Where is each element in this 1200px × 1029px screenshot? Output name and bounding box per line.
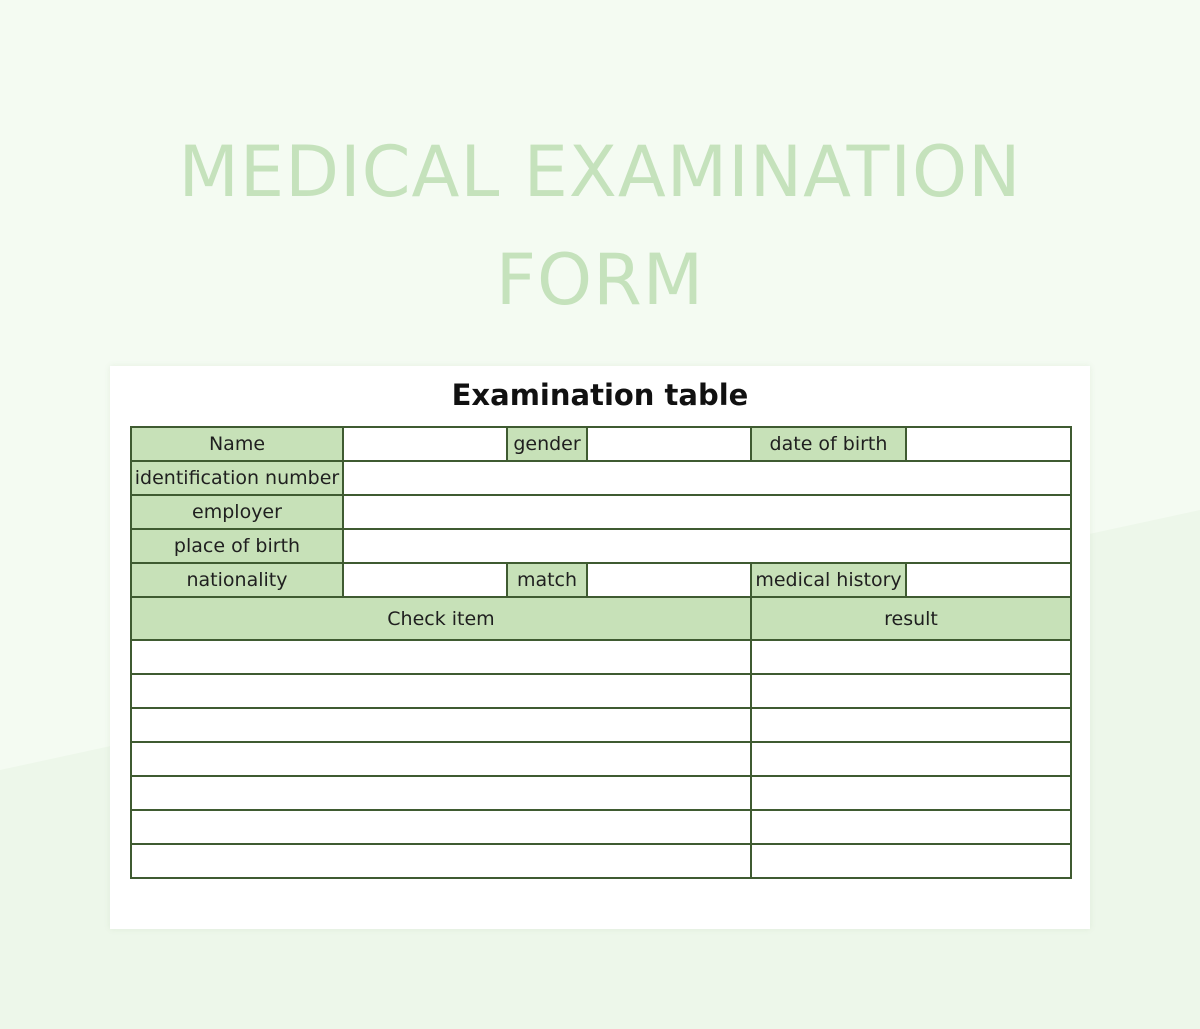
place-of-birth-label: place of birth (131, 529, 343, 563)
nationality-field[interactable] (343, 563, 507, 597)
employer-field[interactable] (343, 495, 1071, 529)
result-cell[interactable] (751, 742, 1071, 776)
table-heading: Examination table (451, 378, 749, 412)
result-cell[interactable] (751, 640, 1071, 674)
table-row (131, 529, 1071, 563)
check-item-cell[interactable] (131, 810, 751, 844)
match-label: match (507, 563, 587, 597)
table-row (131, 742, 1071, 776)
result-cell[interactable] (751, 674, 1071, 708)
medical-history-field[interactable] (906, 563, 1071, 597)
nationality-label: nationality (131, 563, 343, 597)
identification-number-label: identification number (131, 461, 343, 495)
table-row (131, 844, 1071, 878)
table-row (131, 563, 1071, 597)
date-of-birth-field[interactable] (906, 427, 1071, 461)
name-field[interactable] (343, 427, 507, 461)
check-item-cell[interactable] (131, 742, 751, 776)
table-row (131, 674, 1071, 708)
table-row (131, 640, 1071, 674)
place-of-birth-field[interactable] (343, 529, 1071, 563)
page-title (0, 118, 1200, 334)
check-item-cell[interactable] (131, 844, 751, 878)
table-row (131, 776, 1071, 810)
identification-number-field[interactable] (343, 461, 1071, 495)
match-field[interactable] (587, 563, 751, 597)
result-cell[interactable] (751, 844, 1071, 878)
table-row (131, 708, 1071, 742)
check-item-cell[interactable] (131, 776, 751, 810)
employer-label: employer (131, 495, 343, 529)
result-cell[interactable] (751, 810, 1071, 844)
check-item-cell[interactable] (131, 640, 751, 674)
check-item-header: Check item (131, 597, 751, 640)
examination-table (130, 426, 1072, 879)
gender-field[interactable] (587, 427, 751, 461)
table-row (131, 810, 1071, 844)
page-title-line-1: MEDICAL EXAMINATION (178, 131, 1022, 213)
check-item-cell[interactable] (131, 708, 751, 742)
medical-history-label: medical history (751, 563, 906, 597)
table-header-row (131, 597, 1071, 640)
name-label: Name (131, 427, 343, 461)
table-row (131, 461, 1071, 495)
table-row (131, 427, 1071, 461)
result-cell[interactable] (751, 708, 1071, 742)
page-title-line-2: FORM (495, 239, 705, 321)
date-of-birth-label: date of birth (751, 427, 906, 461)
table-row (131, 495, 1071, 529)
result-cell[interactable] (751, 776, 1071, 810)
gender-label: gender (507, 427, 587, 461)
result-header: result (751, 597, 1071, 640)
check-item-cell[interactable] (131, 674, 751, 708)
